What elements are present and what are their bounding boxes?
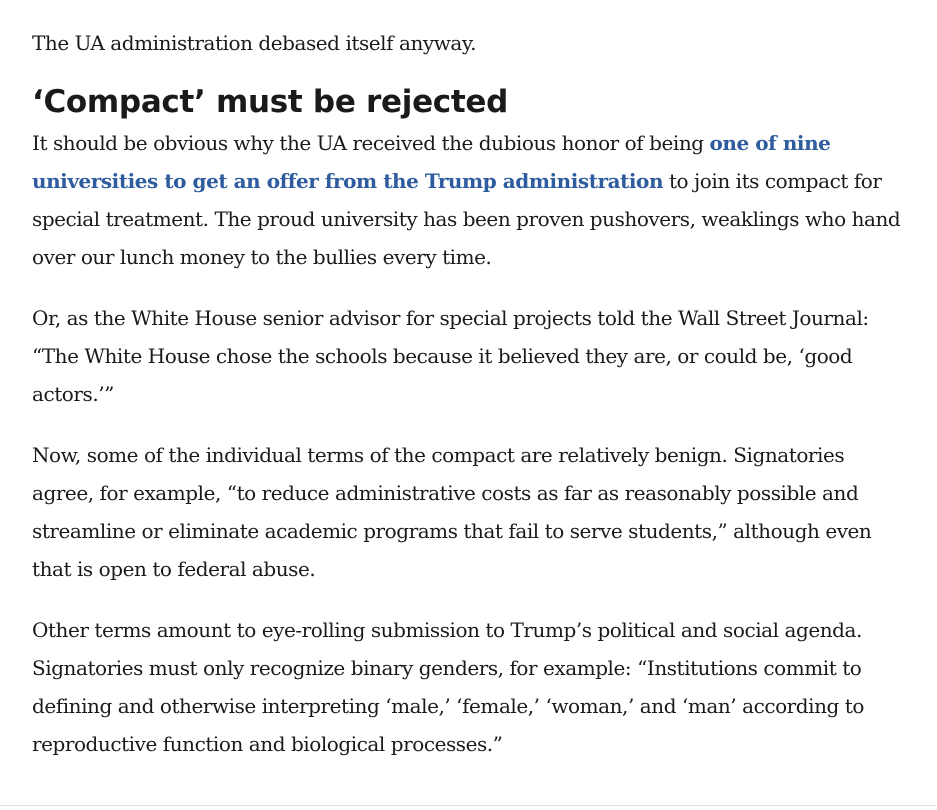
paragraph-1-text-after: to join its compact for special treatment. The proud university has been proven pushovers, weaklings who hand over our lunch money to the bullies every time. bbox=[32, 169, 901, 269]
bottom-divider bbox=[0, 805, 937, 806]
paragraph-1-text-before: It should be obvious why the UA received the dubious honor of being bbox=[32, 131, 710, 155]
paragraph-3: Now, some of the individual terms of the compact are relatively benign. Signatories agree, for example, “to reduce administrative costs as far as reasonably possible and streamline or eliminate academic programs that fail to serve students,” although even that is open to federal abuse. bbox=[32, 443, 872, 581]
paragraph-1 bbox=[32, 124, 902, 276]
intro-paragraph: The UA administration debased itself anyway. bbox=[32, 31, 476, 55]
trump-compact-link[interactable]: one of nine universities to get an offer from the Trump administration bbox=[32, 131, 831, 193]
article-body bbox=[32, 24, 902, 763]
paragraph-2: Or, as the White House senior advisor for special projects told the Wall Street Journal: “The White House chose the schools because it believed they are, or could be, ‘good actors.’” bbox=[32, 306, 869, 406]
paragraph-4: Other terms amount to eye-rolling submission to Trump’s political and social agenda. Signatories must only recognize binary genders, for example: “Institutions commit to defining and otherwise interpreting ‘male,’ ‘female,’ ‘woman,’ and ‘man’ according to reproductive function and biological processes.” bbox=[32, 618, 864, 756]
section-heading: ‘Compact’ must be rejected bbox=[32, 84, 509, 120]
